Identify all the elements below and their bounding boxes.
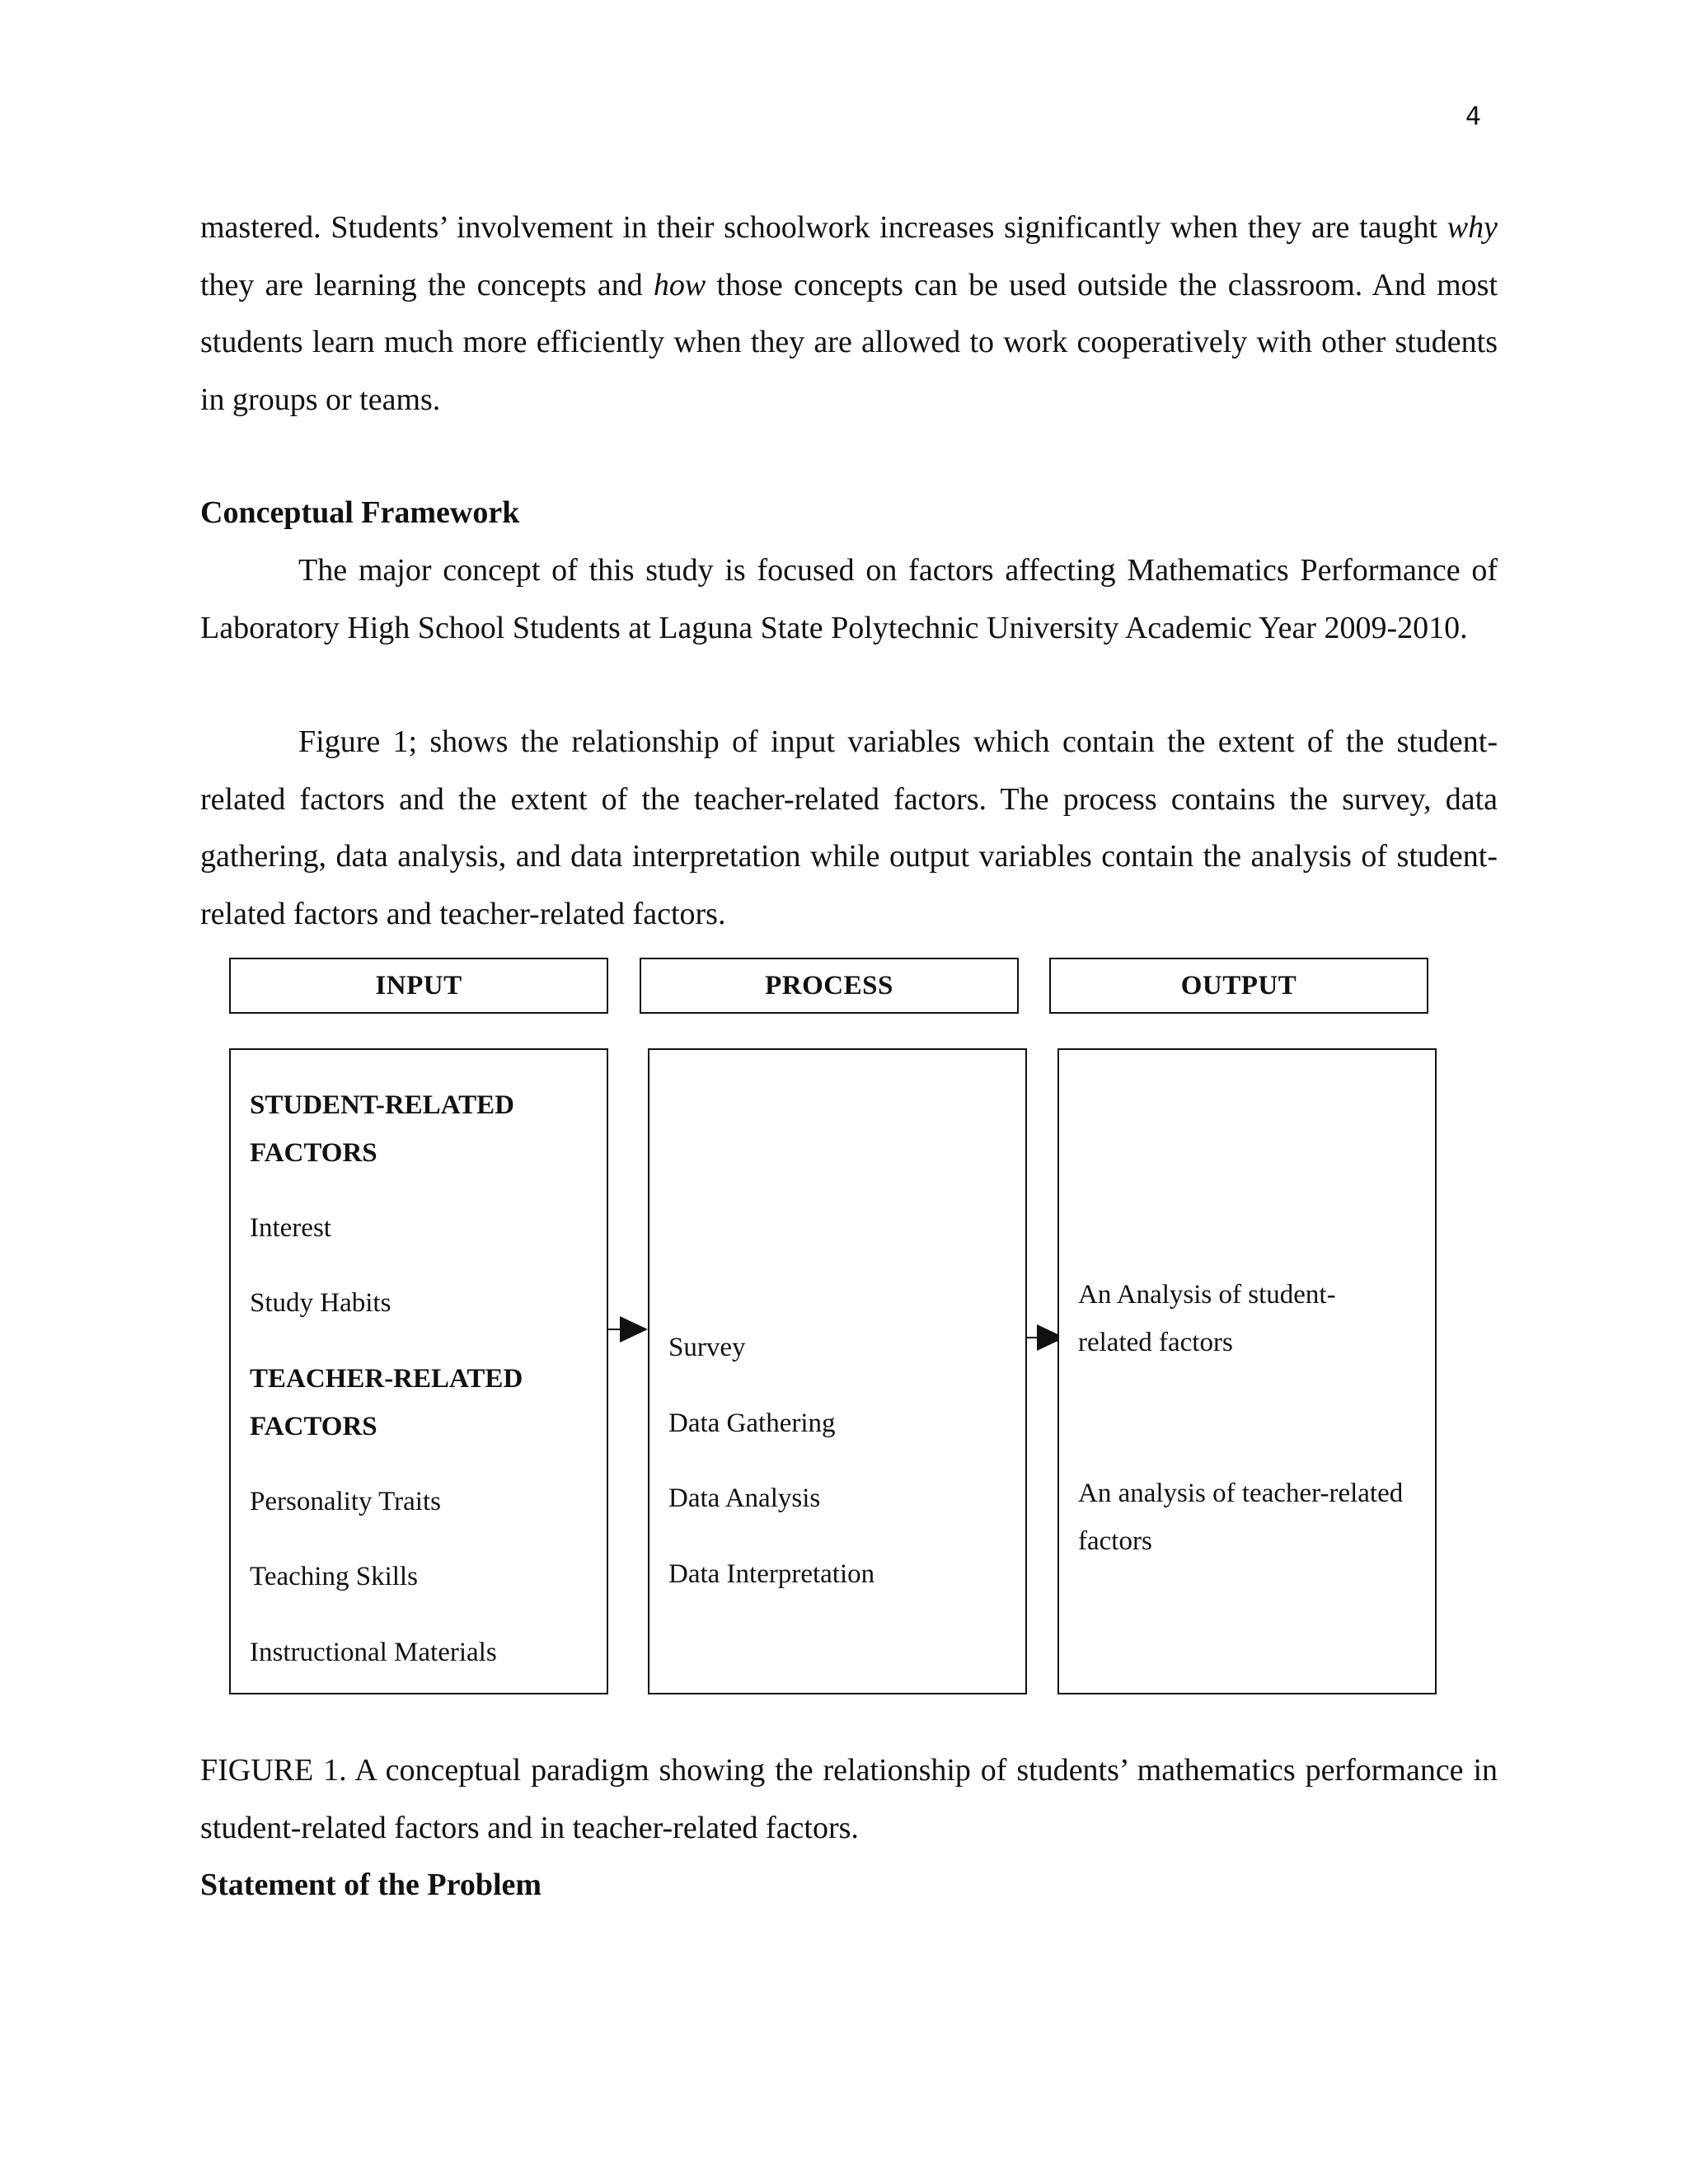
framework-paragraph-2: Figure 1; shows the relationship of input variables which contain the extent of the student-related factors and the extent of the teacher-related factors. The process contains the survey, data gathering, data analysis, and data interpretation while output variables contain the analysis of student-related factors and teacher-related factors. [200,724,1498,931]
process-item-data-gathering: Data Gathering [668,1408,836,1438]
teacher-factors-heading-line2: FACTORS [250,1412,377,1441]
output-box [1057,1048,1437,1694]
input-item-study-habits: Study Habits [250,1288,392,1318]
figure-caption: FIGURE 1. A conceptual paradigm showing the relationship of students’ mathematics performance in student-related factors and in teacher-related factors. [200,1753,1498,1845]
intro-emphasis-why: why [1447,210,1498,245]
student-factors-heading-line1: STUDENT-RELATED [250,1090,514,1120]
process-item-data-interpretation: Data Interpretation [668,1559,875,1589]
page-number: 4 [1465,102,1482,131]
input-box [229,1048,608,1694]
process-item-survey: Survey [668,1333,746,1362]
intro-text-1: mastered. Students’ involvement in their schoolwork increases significantly when they are taught [200,210,1447,245]
intro-emphasis-how: how [653,267,706,302]
process-header: PROCESS [640,958,1019,1014]
output-item-2-line2: factors [1078,1526,1152,1556]
intro-text-3: those concepts can be used outside the classroom. And most students learn much more efficiently when they are allowed to work cooperatively with other students in groups or teams. [200,267,1498,417]
process-item-data-analysis: Data Analysis [668,1483,821,1513]
output-item-1-line1: An Analysis of student- [1078,1280,1336,1310]
output-header: OUTPUT [1049,958,1428,1014]
teacher-factors-heading-line1: TEACHER-RELATED [250,1364,523,1394]
input-item-instructional-materials: Instructional Materials [250,1638,497,1667]
input-item-teaching-skills: Teaching Skills [250,1562,418,1591]
process-box [648,1048,1027,1694]
output-item-1-line2: related factors [1078,1328,1233,1357]
section-heading-conceptual-framework: Conceptual Framework [200,495,520,530]
input-item-interest: Interest [250,1213,331,1243]
input-item-personality-traits: Personality Traits [250,1487,441,1516]
output-item-2-line1: An analysis of teacher-related [1078,1479,1404,1508]
intro-text-2: they are learning the concepts and [200,267,654,302]
section-heading-statement-of-problem: Statement of the Problem [200,1868,542,1902]
arrow-input-to-process [608,1329,646,1330]
input-header: INPUT [229,958,608,1014]
student-factors-heading-line2: FACTORS [250,1138,377,1168]
intro-paragraph [200,199,1498,429]
framework-paragraph-1: The major concept of this study is focused on factors affecting Mathematics Performance of Laboratory High School Students at Laguna State Polytechnic University Academic Year 2009-2010. [200,553,1498,645]
